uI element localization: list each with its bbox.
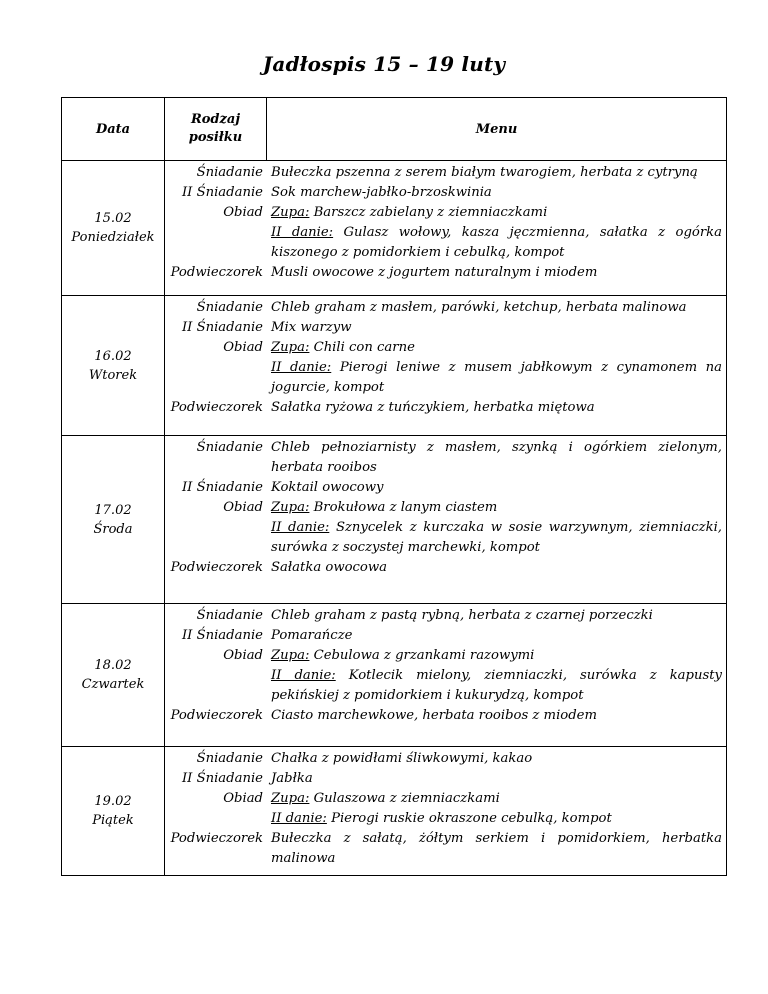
day-date-cell xyxy=(62,604,165,747)
meal-text: Brokułowa z lanym ciastem xyxy=(309,500,498,515)
meal-description xyxy=(267,706,726,726)
meal-row xyxy=(165,706,726,726)
day-date-cell xyxy=(62,161,165,296)
meal-text: Bułeczka z sałatą, żółtym serkiem i pomidorkiem, herbatka malinowa xyxy=(271,831,722,866)
table-header-row xyxy=(62,98,727,161)
course-label: II danie: xyxy=(271,811,327,826)
meal-description xyxy=(267,398,726,418)
meal-description xyxy=(267,666,726,706)
meal-text: Sok marchew-jabłko-brzoskwinia xyxy=(271,185,492,200)
meal-row xyxy=(165,626,726,646)
meal-text: Pomarańcze xyxy=(271,628,353,643)
meal-row xyxy=(165,666,726,706)
meal-text: Chleb pełnoziarnisty z masłem, szynką i ogórkiem zielonym, herbata rooibos xyxy=(271,440,722,475)
header-menu: Menu xyxy=(267,98,727,161)
meal-text: Gulasz wołowy, kasza jęczmienna, sałatka z ogórka kiszonego z pomidorkiem i cebulką, kompot xyxy=(271,225,722,260)
meal-row xyxy=(165,829,726,869)
meal-text: Chleb graham z masłem, parówki, ketchup, herbata malinowa xyxy=(271,300,687,315)
meal-text: Mix warzyw xyxy=(271,320,352,335)
table-row xyxy=(62,436,727,604)
day-date: 16.02 xyxy=(94,348,132,364)
meal-row xyxy=(165,223,726,263)
day-date: 19.02 xyxy=(94,794,132,809)
meal-type: Śniadanie xyxy=(196,165,263,180)
meal-type: II Śniadanie xyxy=(181,480,263,495)
meal-text: Chleb graham z pastą rybną, herbata z czarnej porzeczki xyxy=(271,608,653,623)
meal-description xyxy=(267,558,726,578)
meal-text: Chałka z powidłami śliwkowymi, kakao xyxy=(271,751,533,766)
meal-text: Koktail owocowy xyxy=(271,480,384,495)
meal-row xyxy=(165,646,726,666)
meal-row xyxy=(165,498,726,518)
meal-description xyxy=(267,163,726,183)
course-label: Zupa: xyxy=(271,791,310,806)
meal-row xyxy=(165,358,726,398)
meal-row xyxy=(165,809,726,829)
meal-description xyxy=(267,298,726,318)
meal-row xyxy=(165,163,726,183)
meal-row xyxy=(165,298,726,318)
meal-description xyxy=(267,646,726,666)
course-label: II danie: xyxy=(271,360,332,375)
header-meal-type xyxy=(165,98,267,161)
meal-row xyxy=(165,338,726,358)
day-menu-cell xyxy=(165,436,727,604)
meal-text: Barszcz zabielany z ziemniaczkami xyxy=(309,205,548,220)
table-row xyxy=(62,604,727,747)
meal-type: II Śniadanie xyxy=(181,320,263,335)
course-label: Zupa: xyxy=(271,205,310,220)
meal-description xyxy=(267,263,726,283)
table-row xyxy=(62,161,727,296)
day-weekday: Środa xyxy=(93,521,133,537)
meal-type: Obiad xyxy=(223,500,263,515)
meal-type xyxy=(165,666,267,706)
meal-row xyxy=(165,398,726,418)
meal-row xyxy=(165,769,726,789)
meal-row xyxy=(165,518,726,558)
meal-row xyxy=(165,263,726,283)
meal-description xyxy=(267,829,726,869)
course-label: II danie: xyxy=(271,520,330,535)
meal-type xyxy=(165,223,267,263)
meal-description xyxy=(267,498,726,518)
meal-type: Śniadanie xyxy=(196,300,263,315)
meal-type: Podwieczorek xyxy=(170,831,263,846)
meal-type: Podwieczorek xyxy=(170,265,263,280)
meal-type: Podwieczorek xyxy=(170,400,263,415)
meal-type: Obiad xyxy=(223,340,263,355)
meal-description xyxy=(267,438,726,478)
meal-description xyxy=(267,789,726,809)
meal-description xyxy=(267,183,726,203)
meal-text: Sznycelek z kurczaka w sosie warzywnym, ziemniaczki, surówka z soczystej marchewki, kompot xyxy=(271,520,722,555)
header-meal-type-line2: posiłku xyxy=(188,130,243,145)
day-date-cell xyxy=(62,747,165,876)
meal-text: Sałatka ryżowa z tuńczykiem, herbatka miętowa xyxy=(271,400,595,415)
day-menu-cell xyxy=(165,747,727,876)
course-label: II danie: xyxy=(271,225,334,240)
menu-table xyxy=(61,97,727,876)
table-row xyxy=(62,747,727,876)
meal-row xyxy=(165,606,726,626)
day-menu-cell xyxy=(165,296,727,436)
meal-description xyxy=(267,338,726,358)
meal-type: Podwieczorek xyxy=(170,560,263,575)
meal-row xyxy=(165,203,726,223)
meal-text: Chili con carne xyxy=(309,340,415,355)
meal-type: II Śniadanie xyxy=(181,628,263,643)
page-title: Jadłospis 15 – 19 luty xyxy=(262,52,506,76)
course-label: II danie: xyxy=(271,668,336,683)
meal-row xyxy=(165,749,726,769)
meal-text: Bułeczka pszenna z serem białym twarogiem, herbata z cytryną xyxy=(271,165,698,180)
meal-type xyxy=(165,358,267,398)
meal-type: Obiad xyxy=(223,648,263,663)
day-date-cell xyxy=(62,296,165,436)
meal-type: Podwieczorek xyxy=(170,708,263,723)
table-row xyxy=(62,296,727,436)
meal-row xyxy=(165,183,726,203)
day-menu-cell xyxy=(165,161,727,296)
day-weekday: Wtorek xyxy=(88,367,138,383)
day-weekday: Piątek xyxy=(92,813,134,828)
meal-row xyxy=(165,318,726,338)
meal-text: Ciasto marchewkowe, herbata rooibos z miodem xyxy=(271,708,597,723)
meal-description xyxy=(267,606,726,626)
meal-text: Kotlecik mielony, ziemniaczki, surówka z kapusty pekińskiej z pomidorkiem i kukurydzą, kompot xyxy=(271,668,722,703)
meal-description xyxy=(267,518,726,558)
meal-type xyxy=(165,809,267,829)
meal-description xyxy=(267,809,726,829)
meal-type: Śniadanie xyxy=(196,751,263,766)
meal-description xyxy=(267,749,726,769)
meal-type: II Śniadanie xyxy=(181,185,263,200)
header-meal-type-line1: Rodzaj xyxy=(190,112,241,127)
course-label: Zupa: xyxy=(271,340,310,355)
meal-description xyxy=(267,203,726,223)
meal-text: Pierogi leniwe z musem jabłkowym z cynamonem na jogurcie, kompot xyxy=(271,360,722,395)
meal-description xyxy=(267,358,726,398)
day-menu-cell xyxy=(165,604,727,747)
meal-type xyxy=(165,518,267,558)
meal-row xyxy=(165,478,726,498)
meal-description xyxy=(267,478,726,498)
meal-description xyxy=(267,223,726,263)
meal-row xyxy=(165,558,726,578)
meal-description xyxy=(267,626,726,646)
day-date: 18.02 xyxy=(94,658,132,673)
header-date: Data xyxy=(62,98,165,161)
day-weekday: Poniedziałek xyxy=(71,230,155,245)
day-date: 17.02 xyxy=(94,502,132,518)
day-date: 15.02 xyxy=(94,211,132,226)
meal-description xyxy=(267,318,726,338)
meal-type: Obiad xyxy=(223,791,263,806)
meal-text: Pierogi ruskie okraszone cebulką, kompot xyxy=(326,811,612,826)
meal-type: Obiad xyxy=(223,205,263,220)
meal-description xyxy=(267,769,726,789)
meal-type: II Śniadanie xyxy=(181,771,263,786)
meal-row xyxy=(165,789,726,809)
day-weekday: Czwartek xyxy=(81,677,145,692)
meal-type: Śniadanie xyxy=(196,440,263,455)
meal-text: Cebulowa z grzankami razowymi xyxy=(309,648,535,663)
meal-text: Gulaszowa z ziemniaczkami xyxy=(309,791,500,806)
meal-text: Sałatka owocowa xyxy=(271,560,388,575)
meal-text: Musli owocowe z jogurtem naturalnym i miodem xyxy=(271,265,598,280)
day-date-cell xyxy=(62,436,165,604)
meal-text: Jabłka xyxy=(271,771,313,786)
meal-row xyxy=(165,438,726,478)
course-label: Zupa: xyxy=(271,500,310,515)
course-label: Zupa: xyxy=(271,648,310,663)
meal-type: Śniadanie xyxy=(196,608,263,623)
